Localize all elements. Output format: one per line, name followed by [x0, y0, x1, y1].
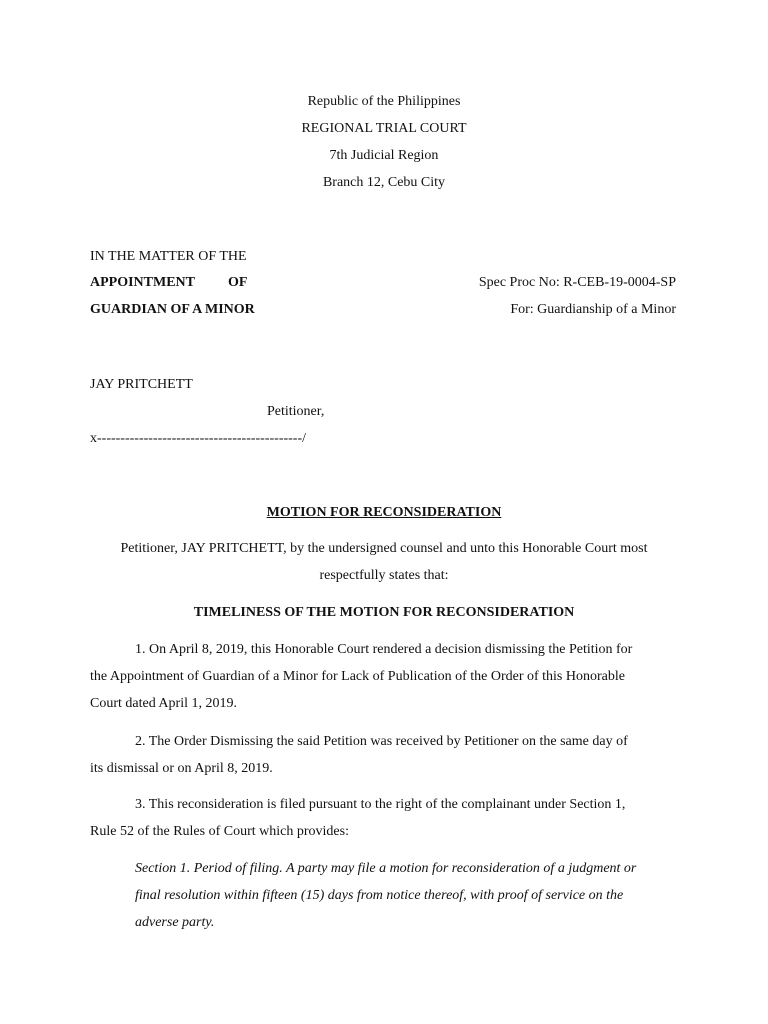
intro-line-2: respectfully states that:	[319, 568, 449, 583]
caption-matter: IN THE MATTER OF THE	[90, 249, 247, 264]
case-for: For: Guardianship of a Minor	[510, 302, 676, 317]
petitioner-name: JAY PRITCHETT	[90, 377, 193, 392]
paragraph-3-line-1: 3. This reconsideration is filed pursuant to the right of the complainant under Section 1,	[135, 797, 626, 812]
section-heading: TIMELINESS OF THE MOTION FOR RECONSIDERATION	[193, 605, 575, 620]
paragraph-1-line-2: the Appointment of Guardian of a Minor for Lack of Publication of the Order of this Honorable	[90, 669, 625, 684]
caption-guardian: GUARDIAN OF A MINOR	[90, 302, 255, 317]
paragraph-3-line-2: Rule 52 of the Rules of Court which provides:	[90, 824, 349, 839]
caption-appointment: APPOINTMENT	[90, 275, 195, 290]
header-branch: Branch 12, Cebu City	[322, 175, 446, 190]
header-region: 7th Judicial Region	[329, 148, 439, 163]
header-court: REGIONAL TRIAL COURT	[301, 121, 467, 136]
petitioner-label: Petitioner,	[267, 404, 325, 419]
header-republic: Republic of the Philippines	[307, 94, 461, 109]
paragraph-1-line-3: Court dated April 1, 2019.	[90, 696, 237, 711]
case-number: Spec Proc No: R-CEB-19-0004-SP	[478, 275, 676, 290]
quote-line-3: adverse party.	[135, 915, 215, 930]
document-title: MOTION FOR RECONSIDERATION	[266, 505, 502, 520]
caption-of: OF	[228, 275, 248, 290]
paragraph-2-line-2: its dismissal or on April 8, 2019.	[90, 761, 273, 776]
paragraph-2-line-1: 2. The Order Dismissing the said Petition was received by Petitioner on the same day of	[135, 734, 628, 749]
quote-line-1: Section 1. Period of filing. A party may file a motion for reconsideration of a judgment or	[135, 861, 637, 876]
caption-separator: x--------------------------------------------/	[90, 431, 307, 446]
quote-line-2: final resolution within fifteen (15) days from notice thereof, with proof of service on the	[135, 888, 624, 903]
paragraph-1-line-1: 1. On April 8, 2019, this Honorable Court rendered a decision dismissing the Petition for	[135, 642, 633, 657]
intro-line-1: Petitioner, JAY PRITCHETT, by the undersigned counsel and unto this Honorable Court most	[120, 541, 648, 556]
